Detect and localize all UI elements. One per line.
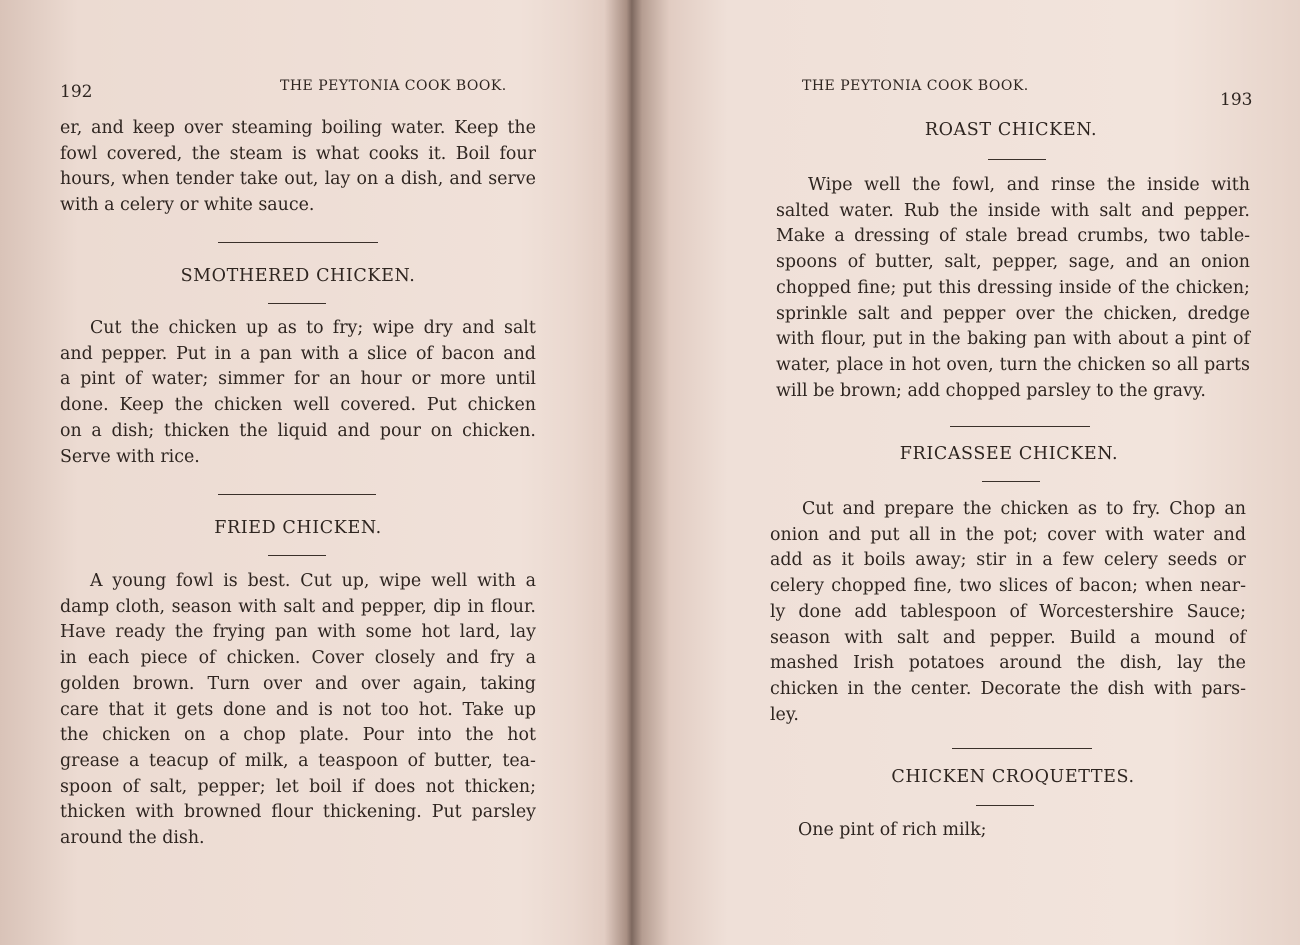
text-line: fowl covered, the steam is what cooks it. Boil four (60, 143, 536, 164)
text-line: thicken with browned flour thickening. Put parsley (60, 802, 536, 823)
text-line: Make a dressing of stale bread crumbs, two table- (776, 226, 1250, 247)
text-line: around the dish. (60, 828, 205, 849)
text-line: sprinkle salt and pepper over the chicken, dredge (776, 303, 1250, 324)
recipe-body-croquettes (798, 818, 1238, 844)
text-line: and pepper. Put in a pan with a slice of bacon and (60, 343, 536, 364)
text-line: Cut the chicken up as to fry; wipe dry and salt (90, 318, 536, 338)
text-line: hours, when tender take out, lay on a dish, and serve (60, 169, 536, 190)
text-line: One pint of rich milk; (798, 820, 987, 840)
heading-underline (268, 555, 326, 556)
text-line: with flour, put in the baking pan with about a pint of (776, 329, 1250, 350)
recipe-body-fricassee (770, 497, 1246, 728)
text-line: will be brown; add chopped parsley to the gravy. (776, 380, 1206, 401)
text-line: chicken in the center. Decorate the dish with pars- (770, 678, 1246, 699)
recipe-body-roast (776, 173, 1250, 404)
text-line: spoons of butter, salt, pepper, sage, and an onion (776, 252, 1250, 273)
text-line: celery chopped fine, two slices of bacon; when near- (770, 576, 1246, 597)
page-number: 193 (1220, 90, 1253, 110)
text-line: Serve with rice. (60, 446, 200, 467)
section-divider (218, 242, 378, 243)
text-line: Cut and prepare the chicken as to fry. Chop an (802, 499, 1246, 519)
recipe-heading-fried: FRIED CHICKEN. (214, 518, 382, 538)
text-line: golden brown. Turn over and over again, taking (60, 673, 536, 694)
recipe-heading-smothered: SMOTHERED CHICKEN. (180, 266, 416, 286)
recipe-heading-roast: ROAST CHICKEN. (924, 120, 1098, 140)
section-divider (218, 494, 376, 495)
recipe-body-fried (60, 569, 536, 852)
section-divider (950, 426, 1090, 427)
heading-underline (982, 481, 1040, 482)
text-line: salted water. Rub the inside with salt and pepper. (776, 200, 1250, 221)
text-line: er, and keep over steaming boiling water. Keep the (60, 118, 536, 138)
continuation-text (60, 116, 536, 219)
page-number: 192 (60, 82, 93, 102)
text-line: the chicken on a chop plate. Pour into the hot (60, 725, 536, 746)
recipe-heading-fricassee: FRICASSEE CHICKEN. (899, 444, 1119, 464)
heading-underline (976, 805, 1034, 806)
right-page (680, 0, 1300, 945)
text-line: with a celery or white sauce. (60, 195, 315, 216)
text-line: done. Keep the chicken well covered. Put chicken (60, 395, 536, 416)
running-head: THE PEYTONIA COOK BOOK. (802, 78, 1029, 94)
text-line: water, place in hot oven, turn the chicken so all parts (776, 354, 1250, 375)
heading-underline (988, 159, 1046, 160)
text-line: season with salt and pepper. Build a mound of (770, 627, 1246, 648)
text-line: mashed Irish potatoes around the dish, lay the (770, 653, 1246, 674)
left-page (0, 0, 620, 945)
text-line: Have ready the frying pan with some hot lard, lay (60, 622, 536, 643)
running-head: THE PEYTONIA COOK BOOK. (280, 78, 507, 94)
text-line: chopped fine; put this dressing inside of the chicken; (776, 277, 1250, 298)
text-line: ley. (770, 704, 799, 725)
text-line: A young fowl is best. Cut up, wipe well with a (90, 571, 536, 591)
text-line: onion and put all in the pot; cover with water and (770, 524, 1246, 545)
text-line: care that it gets done and is not too hot. Take up (60, 699, 536, 720)
text-line: a pint of water; simmer for an hour or more until (60, 369, 536, 390)
text-line: on a dish; thicken the liquid and pour on chicken. (60, 420, 536, 441)
section-divider (952, 748, 1092, 749)
heading-underline (268, 303, 326, 304)
recipe-body-smothered (60, 316, 536, 470)
text-line: Wipe well the fowl, and rinse the inside with (808, 175, 1250, 195)
text-line: in each piece of chicken. Cover closely and fry a (60, 648, 536, 669)
text-line: damp cloth, season with salt and pepper, dip in flour. (60, 596, 536, 617)
text-line: ly done add tablespoon of Worcestershire Sauce; (770, 601, 1246, 622)
recipe-heading-croquettes: CHICKEN CROQUETTES. (891, 767, 1135, 787)
text-line: add as it boils away; stir in a few celery seeds or (770, 550, 1246, 571)
text-line: grease a teacup of milk, a teaspoon of butter, tea- (60, 750, 536, 771)
text-line: spoon of salt, pepper; let boil if does not thicken; (60, 776, 536, 797)
